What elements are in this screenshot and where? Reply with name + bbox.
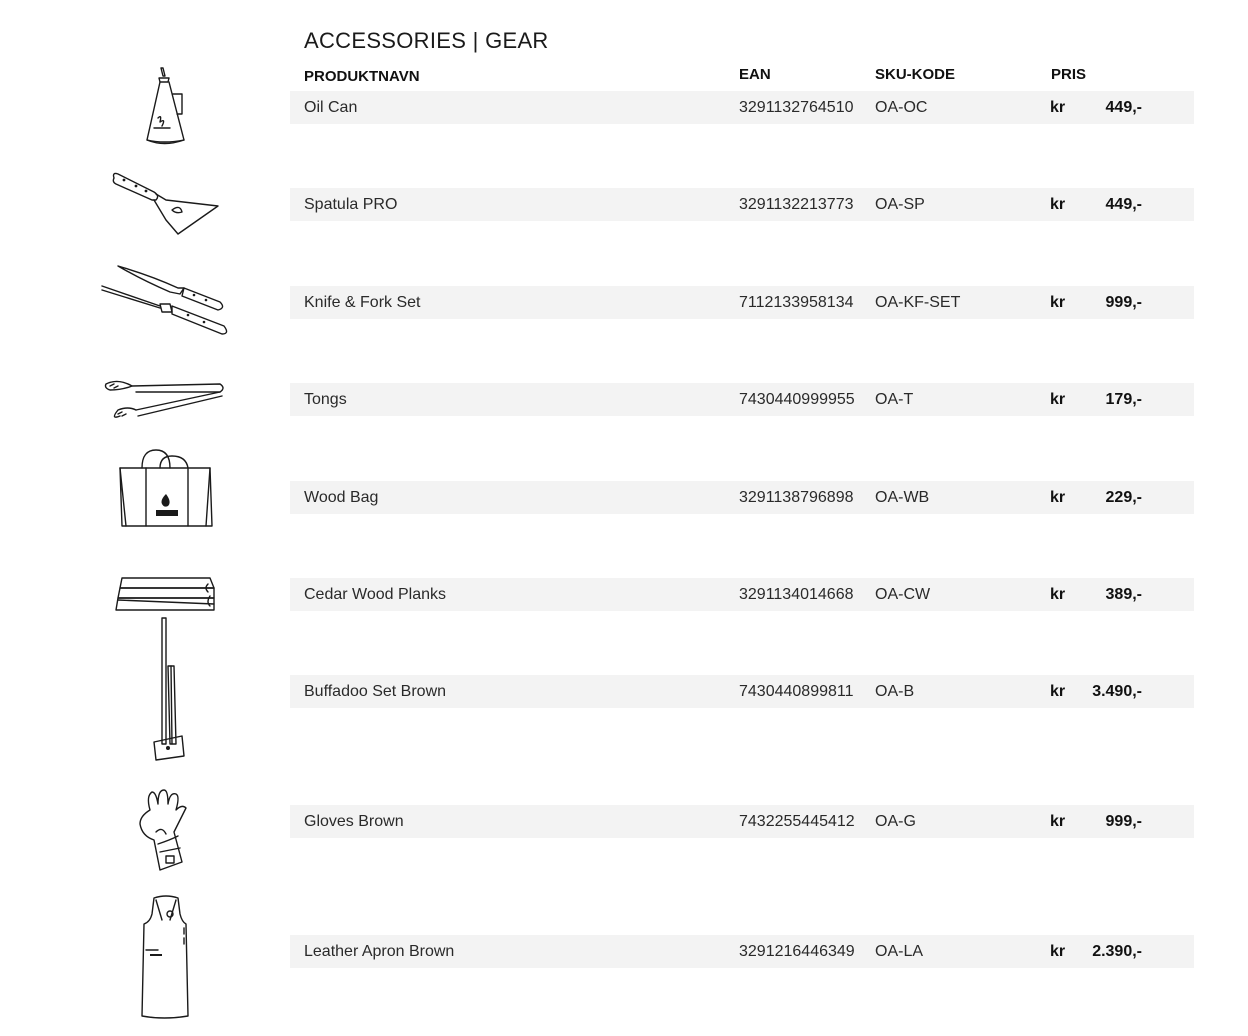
table-row [290, 91, 1194, 124]
header-price: PRIS [1051, 66, 1087, 83]
product-ean: 7112133958134 [739, 294, 854, 311]
product-name: Buffadoo Set Brown [304, 683, 447, 700]
product-ean: 7430440899811 [739, 683, 854, 700]
product-sku: OA-T [875, 391, 914, 408]
apron-icon [138, 894, 194, 1020]
table-row [290, 578, 1194, 611]
wood-bag-icon [116, 448, 216, 532]
product-price: 449,- [1105, 99, 1142, 116]
product-name: Cedar Wood Planks [304, 586, 446, 603]
product-price: 229,- [1105, 489, 1142, 506]
product-ean: 3291132764510 [739, 99, 854, 116]
product-ean: 3291138796898 [739, 489, 854, 506]
product-price: 449,- [1105, 196, 1142, 213]
knife-fork-icon [100, 264, 232, 340]
product-price: 3.490,- [1092, 683, 1142, 700]
product-name: Leather Apron Brown [304, 943, 455, 960]
currency-label: kr [1050, 683, 1066, 700]
product-ean: 7432255445412 [739, 813, 855, 830]
currency-label: kr [1050, 99, 1066, 116]
product-sku: OA-KF-SET [875, 294, 961, 311]
product-name: Tongs [304, 391, 347, 408]
header-sku: SKU-KODE [875, 66, 956, 83]
header-product-name: PRODUKTNAVN [304, 68, 420, 85]
product-price: 389,- [1105, 586, 1142, 603]
table-row [290, 383, 1194, 416]
product-sku: OA-SP [875, 196, 925, 213]
product-sku: OA-OC [875, 99, 928, 116]
tongs-icon [102, 376, 228, 424]
product-name: Knife & Fork Set [304, 294, 421, 311]
product-price: 999,- [1105, 294, 1142, 311]
product-price: 999,- [1105, 813, 1142, 830]
page-title: ACCESSORIES | GEAR [304, 28, 549, 53]
product-sku: OA-CW [875, 586, 931, 603]
currency-label: kr [1050, 813, 1066, 830]
product-name: Oil Can [304, 99, 358, 116]
table-row [290, 805, 1194, 838]
buffadoo-icon [148, 616, 188, 764]
currency-label: kr [1050, 391, 1066, 408]
product-sku: OA-LA [875, 943, 924, 960]
product-sku: OA-B [875, 683, 915, 700]
product-ean: 3291216446349 [739, 943, 855, 960]
gloves-icon [136, 786, 194, 878]
table-row [290, 286, 1194, 319]
currency-label: kr [1050, 294, 1066, 311]
currency-label: kr [1050, 943, 1066, 960]
table-row [290, 935, 1194, 968]
currency-label: kr [1050, 489, 1066, 506]
product-name: Wood Bag [304, 489, 379, 506]
product-price: 2.390,- [1092, 943, 1142, 960]
product-ean: 3291134014668 [739, 586, 854, 603]
spatula-icon [110, 170, 222, 236]
cedar-planks-icon [114, 574, 218, 616]
product-name: Gloves Brown [304, 813, 404, 830]
table-row [290, 188, 1194, 221]
product-sku: OA-WB [875, 489, 930, 506]
product-ean: 3291132213773 [739, 196, 854, 213]
oil-can-icon [140, 66, 190, 148]
table-row [290, 481, 1194, 514]
currency-label: kr [1050, 586, 1066, 603]
product-price: 179,- [1105, 391, 1142, 408]
table-row [290, 675, 1194, 708]
product-sku: OA-G [875, 813, 916, 830]
product-name: Spatula PRO [304, 196, 398, 213]
header-ean: EAN [739, 66, 771, 83]
currency-label: kr [1050, 196, 1066, 213]
product-ean: 7430440999955 [739, 391, 855, 408]
